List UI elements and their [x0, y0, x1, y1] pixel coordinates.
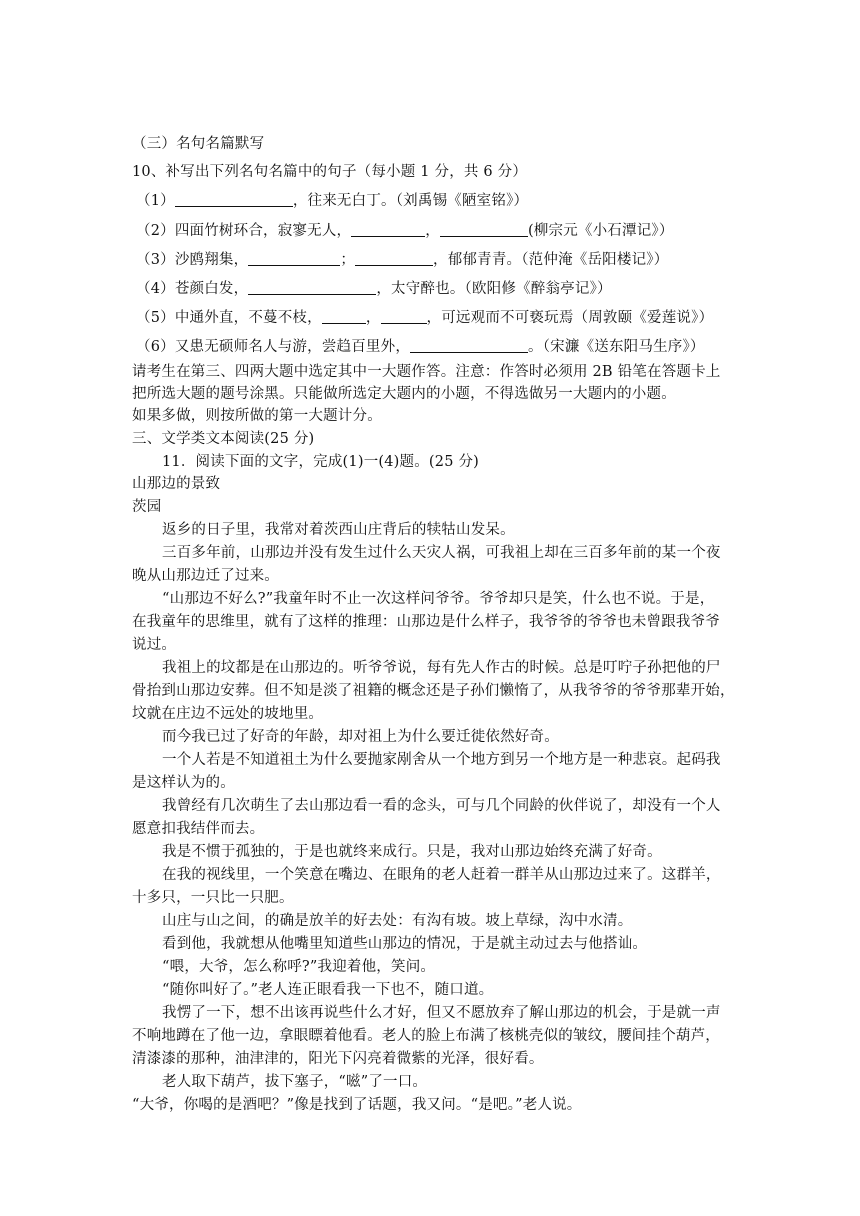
- answer-blank[interactable]: [440, 222, 528, 237]
- paragraph-line: “随你叫好了。”老人连正眼看我一下也不，随口道。: [162, 982, 494, 998]
- paragraph-line: 老人取下葫芦，拔下塞子，“嗞”了一口。: [162, 1074, 428, 1090]
- answer-blank[interactable]: [175, 192, 293, 207]
- item-text: ，往来无白丁。（刘禹锡《陋室铭》）: [292, 193, 529, 209]
- paragraph-line: 山庄与山之间，的确是放羊的好去处：有沟有坡。坡上草绿，沟中水清。: [162, 913, 633, 929]
- notice-line: 如果多做，则按所做的第一大题计分。: [132, 408, 382, 424]
- item-text: （6）又患无硕师名人与游，尝趋百里外，: [136, 339, 411, 355]
- item-separator: ，: [365, 310, 381, 326]
- paragraph-line: 我是不惯于孤独的，于是也就终来成行。只是，我对山那边始终充满了好奇。: [162, 844, 662, 860]
- paragraph-line: 看到他，我就想从他嘴里知道些山那边的情况，于是就主动过去与他搭讪。: [162, 936, 648, 952]
- question-10-title: 10、补写出下列名句名篇中的句子（每小题 1 分，共 6 分）: [132, 164, 528, 180]
- item-source: 。（宋濂《送东阳马生序》）: [528, 339, 705, 355]
- paragraph-line: 清漆漆的那种，油津津的，阳光下闪亮着微紫的光泽，很好看。: [132, 1051, 544, 1067]
- q10-item-1: [136, 191, 528, 211]
- paragraph-line: 在我童年的思维里，就有了这样的推理：山那边是什么样子，我爷爷的爷爷也未曾跟我爷爷: [132, 614, 720, 630]
- section-3-heading: 三、文学类文本阅读(25 分): [132, 431, 315, 447]
- article-title: 山那边的景致: [132, 476, 221, 492]
- section-heading: （三）名句名篇默写: [132, 136, 265, 152]
- notice-line: 请考生在第三、四两大题中选定其中一大题作答。注意：作答时必须用 2B 铅笔在答题卡上: [132, 364, 721, 380]
- answer-blank[interactable]: [322, 309, 366, 324]
- answer-blank[interactable]: [248, 280, 376, 295]
- paragraph-line: “山那边不好么?”我童年时不止一次这样问爷爷。爷爷却只是笑，什么也不说。于是，: [162, 591, 715, 607]
- paragraph-line: 骨抬到山那边安葬。但不知是淡了祖籍的概念还是子孙们懒惰了，从我爷爷的爷爷那辈开始，: [132, 683, 735, 699]
- answer-blank[interactable]: [410, 338, 528, 353]
- question-11-title: 11．阅读下面的文字，完成(1)一(4)题。(25 分): [162, 454, 480, 470]
- paragraph-line: 而今我已过了好奇的年龄，却对祖上为什么要迁徙依然好奇。: [162, 729, 559, 745]
- paragraph-line: 一个人若是不知道祖土为什么要抛家剐舍从一个地方到另一个地方是一种悲哀。起码我: [162, 752, 721, 768]
- item-text: （4）苍颜白发，: [136, 281, 249, 297]
- answer-blank[interactable]: [381, 309, 427, 324]
- paragraph-line: 我愣了一下，想不出该再说些什么才好，但又不愿放弃了解山那边的机会，于是就一声: [162, 1005, 721, 1021]
- paragraph-line: 在我的视线里，一个笑意在嘴边、在眼角的老人赶着一群羊从山那边过来了。这群羊，: [162, 867, 721, 883]
- item-text: （2）四面竹树环合，寂寥无人，: [136, 223, 352, 239]
- paragraph-line: 说过。: [132, 637, 177, 653]
- q10-item-2: [136, 221, 674, 241]
- item-source: (柳宗元《小石潭记》）: [527, 223, 674, 239]
- paragraph-line: 三百多年前，山那边并没有发生过什么天灾人祸，可我祖上却在三百多年前的某一个夜: [162, 545, 721, 561]
- paragraph-line: “大爷，你喝的是酒吧？”像是找到了话题，我又问。“是吧。”老人说。: [132, 1097, 582, 1113]
- paragraph-line: 我曾经有几次萌生了去山那边看一看的念头，可与几个同龄的伙伴说了，却没有一个人: [162, 798, 721, 814]
- answer-blank[interactable]: [351, 222, 425, 237]
- article-author: 茨园: [132, 499, 162, 515]
- item-number: （1）: [136, 193, 175, 209]
- item-text: （5）中通外直，不蔓不枝，: [136, 310, 322, 326]
- paragraph-line: 是这样认为的。: [132, 775, 235, 791]
- paragraph-line: 我祖上的坟都是在山那边的。听爷爷说，每有先人作古的时候。总是叮咛子孙把他的尸: [162, 660, 721, 676]
- item-source: ，太守醉也。（欧阳修《醉翁亭记》）: [376, 281, 612, 297]
- item-source: ，郁郁青青。（范仲淹《岳阳楼记》）: [433, 252, 669, 268]
- item-source: ，可远观而不可亵玩焉（周敦颐《爱莲说》）: [426, 310, 714, 326]
- q10-item-6: [136, 337, 705, 357]
- notice-line: 把所选大题的题号涂黑。只能做所选定大题内的小题，不得选做另一大题内的小题。: [132, 386, 676, 402]
- paragraph-line: 十多只，一只比一只肥。: [132, 890, 294, 906]
- paragraph-line: “喂，大爷，怎么称呼?”我迎着他，笑问。: [162, 959, 436, 975]
- item-text: （3）沙鸥翔集，: [136, 252, 249, 268]
- item-separator: ；: [340, 252, 356, 268]
- paragraph-line: 坟就在庄边不远处的坡地里。: [132, 706, 324, 722]
- answer-blank[interactable]: [355, 251, 433, 266]
- q10-item-4: [136, 279, 612, 299]
- q10-item-3: [136, 250, 668, 270]
- paragraph-line: 不响地蹲在了他一边，拿眼瞟着他看。老人的脸上布满了核桃壳似的皱纹，腰间挂个葫芦，: [132, 1028, 720, 1044]
- paragraph-line: 愿意扣我结伴而去。: [132, 821, 265, 837]
- answer-blank[interactable]: [248, 251, 340, 266]
- q10-item-5: [136, 308, 713, 328]
- paragraph-line: 返乡的日子里，我常对着茨西山庄背后的犊牯山发呆。: [162, 522, 515, 538]
- item-separator: ，: [425, 223, 440, 239]
- paragraph-line: 晚从山那边迁了过来。: [132, 568, 279, 584]
